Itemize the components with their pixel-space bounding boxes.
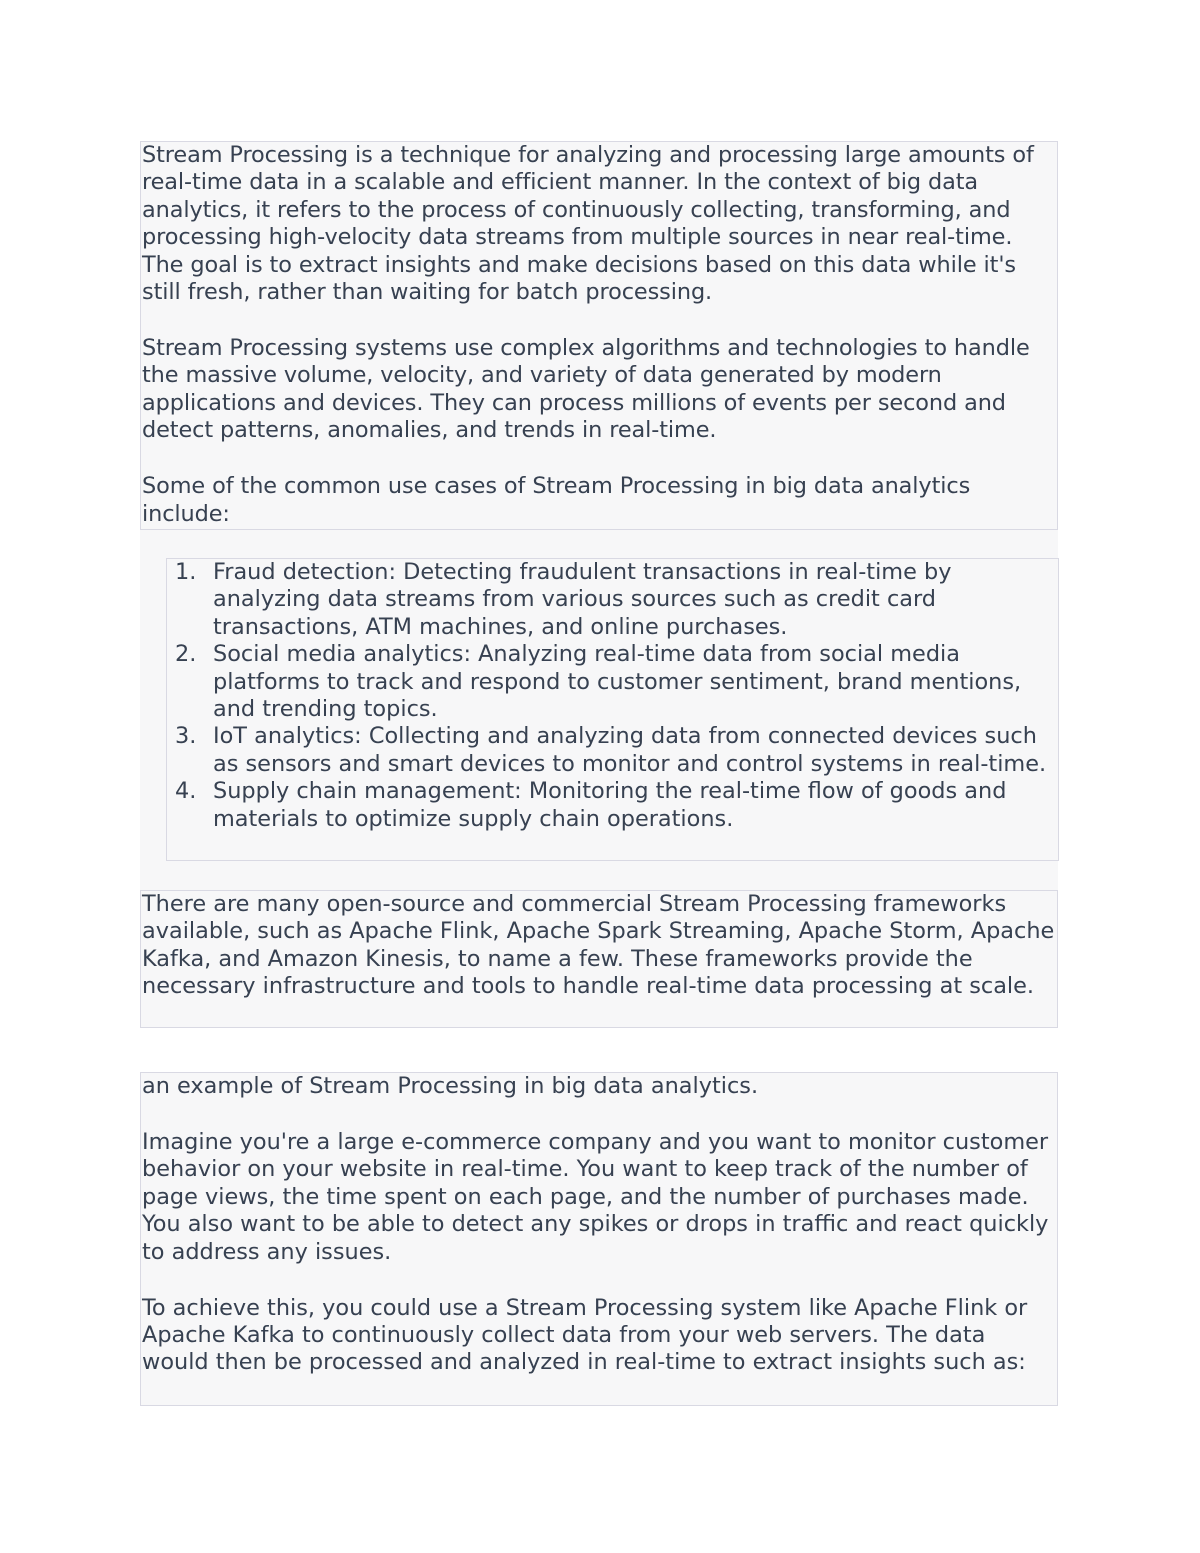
list-item bbox=[167, 778, 1058, 833]
list-item bbox=[167, 723, 1058, 778]
frameworks-paragraph: There are many open-source and commercial Stream Processing frameworks available, such as Apache Flink, Apache Spark Streaming, Apache Storm, Apache Kafka, and Amazon Kinesis, to name a few. These frameworks provide the necessary infrastructure and tools to handle real-time data processing at scale. bbox=[142, 891, 1055, 1000]
list-item-number: 3. bbox=[175, 723, 197, 750]
example-paragraph: an example of Stream Processing in big data analytics. bbox=[142, 1073, 759, 1099]
list-item-text: Fraud detection: Detecting fraudulent transactions in real-time by analyzing data streams from various sources such as credit card transactions, ATM machines, and online purchases. bbox=[213, 559, 952, 640]
frameworks-section bbox=[140, 890, 1058, 1028]
example-paragraph: To achieve this, you could use a Stream Processing system like Apache Flink or Apache Kafka to continuously collect data from your web servers. The data would then be processed and analyzed in real-time to extract insights such as: bbox=[142, 1294, 1028, 1376]
list-item-text: Supply chain management: Monitoring the real-time flow of goods and materials to optimize supply chain operations. bbox=[213, 778, 1007, 832]
intro-section bbox=[140, 141, 1058, 530]
example-paragraph: Imagine you're a large e-commerce company and you want to monitor customer behavior on your website in real-time. You want to keep track of the number of page views, the time spent on each page, and the number of purchases made. You also want to be able to detect any spikes or drops in traffic and react quickly to address any issues. bbox=[142, 1129, 1049, 1265]
list-item-text: Social media analytics: Analyzing real-time data from social media platforms to track and respond to customer sentiment, brand mentions, and trending topics. bbox=[213, 641, 1022, 723]
intro-paragraph: Stream Processing is a technique for analyzing and processing large amounts of real-time data in a scalable and efficient manner. In the context of big data analytics, it refers to the process of continuously collecting, transforming, and processing high-velocity data streams from multiple sources in near real-time. The goal is to extract insights and make decisions based on this data while it's still fresh, rather than waiting for batch processing. bbox=[142, 142, 1034, 306]
list-item-text: IoT analytics: Collecting and analyzing data from connected devices such as sensors and smart devices to monitor and control systems in real-time. bbox=[213, 723, 1047, 777]
intro-paragraph: Some of the common use cases of Stream Processing in big data analytics include: bbox=[142, 473, 971, 527]
list-item-number: 1. bbox=[175, 559, 197, 585]
list-item-number: 4. bbox=[175, 778, 197, 805]
intro-paragraph: Stream Processing systems use complex algorithms and technologies to handle the massive volume, velocity, and variety of data generated by modern applications and devices. They can process millions of events per second and detect patterns, anomalies, and trends in real-time. bbox=[142, 335, 1030, 444]
example-section bbox=[140, 1072, 1058, 1406]
list-item bbox=[167, 559, 1058, 641]
list-item bbox=[167, 641, 1058, 723]
list-item-number: 2. bbox=[175, 641, 197, 668]
use-cases-list bbox=[166, 558, 1059, 861]
